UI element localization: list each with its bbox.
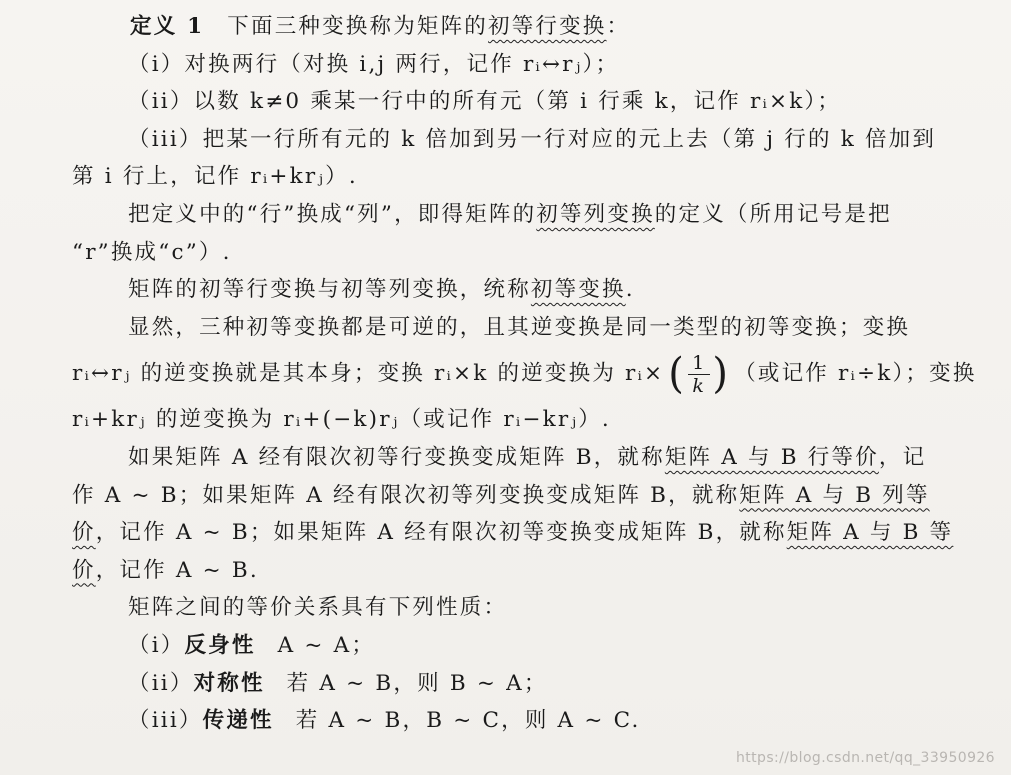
term-row-equivalent: 矩阵 A 与 B 行等价 [664,444,879,470]
property-2-text: 若 A ~ B，则 B ~ A； [286,670,548,696]
equiv-l4-text: ，记作 A ~ B. [95,557,259,583]
definition-item-3-line-2: 第 i 行上，记作 rᵢ+krⱼ）. [72,164,358,190]
left-paren: ( [668,350,687,399]
column-def-text: 把定义中的“行”换成“列”，即得矩阵的 [128,201,537,227]
term-equivalent: 矩阵 A 与 B 等 [786,520,954,546]
inverse-line-1: 显然，三种初等变换都是可逆的，且其逆变换是同一类型的初等变换；变换 [128,314,911,340]
combined-text: 矩阵的初等行变换与初等列变换，统称 [128,277,531,303]
equiv-l1-text: 如果矩阵 A 经有限次初等行变换变成矩阵 B，就称 [128,444,665,470]
column-definition-line-2: “r”换成“c”）. [72,239,232,265]
inverse-line-2 [72,348,977,399]
fraction-numerator: 1 [688,352,710,375]
equivalence-line-2 [72,477,973,515]
property-reflexive [72,627,973,665]
equiv-l3-text: ，记作 A ~ B；如果矩阵 A 经有限次初等变换变成矩阵 B，就称 [95,520,787,546]
property-1-name: 反身性 [184,632,256,658]
combined-period: . [625,277,635,303]
definition-intro: 下面三种变换称为矩阵的 [227,14,488,39]
inverse-line-2-after: （或记作 rᵢ÷k）；变换 [734,361,977,387]
inverse-line-2-text: rᵢ↔rⱼ 的逆变换就是其本身；变换 rᵢ×k 的逆变换为 rᵢ× [72,361,665,387]
combined-definition [72,271,973,309]
term-equivalent-tail: 价 [72,557,96,583]
definition-label: 定义 1 [130,14,205,39]
property-3-label: （iii） [128,708,203,734]
property-symmetric [72,665,973,703]
term-column-equivalent-tail: 价 [72,520,96,546]
fraction-denominator: k [692,374,707,397]
definition-item-1: （i）对换两行（对换 i,j 两行，记作 rᵢ↔rⱼ）； [128,51,620,77]
property-3-text: 若 A ~ B，B ~ C，则 A ~ C. [295,708,641,734]
property-transitive [72,702,973,740]
fraction-one-over-k [668,352,730,397]
column-definition-line-1 [72,196,973,234]
right-paren: ) [712,350,731,399]
term-elementary-operations: 初等变换 [530,277,626,303]
property-1-text: A ~ A； [277,632,376,658]
property-2-label: （ii） [128,670,194,696]
column-def-text-after: 的定义（所用记号是把 [654,201,892,227]
equivalence-line-4 [72,552,973,590]
fraction-body [688,352,710,397]
property-3-name: 传递性 [202,708,274,734]
equivalence-line-3 [72,514,973,552]
definition-item-3-line-1: （iii）把某一行所有元的 k 倍加到另一行对应的元上去（第 j 行的 k 倍加到 [128,126,937,152]
property-1-label: （i） [128,632,185,658]
definition-heading-line [72,8,973,46]
csdn-watermark: https://blog.csdn.net/qq_33950926 [736,750,995,766]
equivalence-line-1 [72,439,973,477]
definition-intro-colon: ： [606,14,631,39]
term-elementary-column-operations: 初等列变换 [536,201,655,227]
term-column-equivalent: 矩阵 A 与 B 列等 [739,482,930,508]
property-2-name: 对称性 [193,670,265,696]
equiv-l2-text: 作 A ~ B；如果矩阵 A 经有限次初等列变换变成矩阵 B，就称 [72,482,740,508]
definition-item-2: （ii）以数 k≠0 乘某一行中的所有元（第 i 行乘 k，记作 rᵢ×k）； [128,89,842,115]
inverse-line-3: rᵢ+krⱼ 的逆变换为 rᵢ+(−k)rⱼ（或记作 rᵢ−krⱼ）. [72,407,611,433]
properties-intro: 矩阵之间的等价关系具有下列性质： [128,595,508,621]
equiv-l1-after: ，记 [878,444,927,470]
term-elementary-row-operations: 初等行变换 [488,14,607,39]
